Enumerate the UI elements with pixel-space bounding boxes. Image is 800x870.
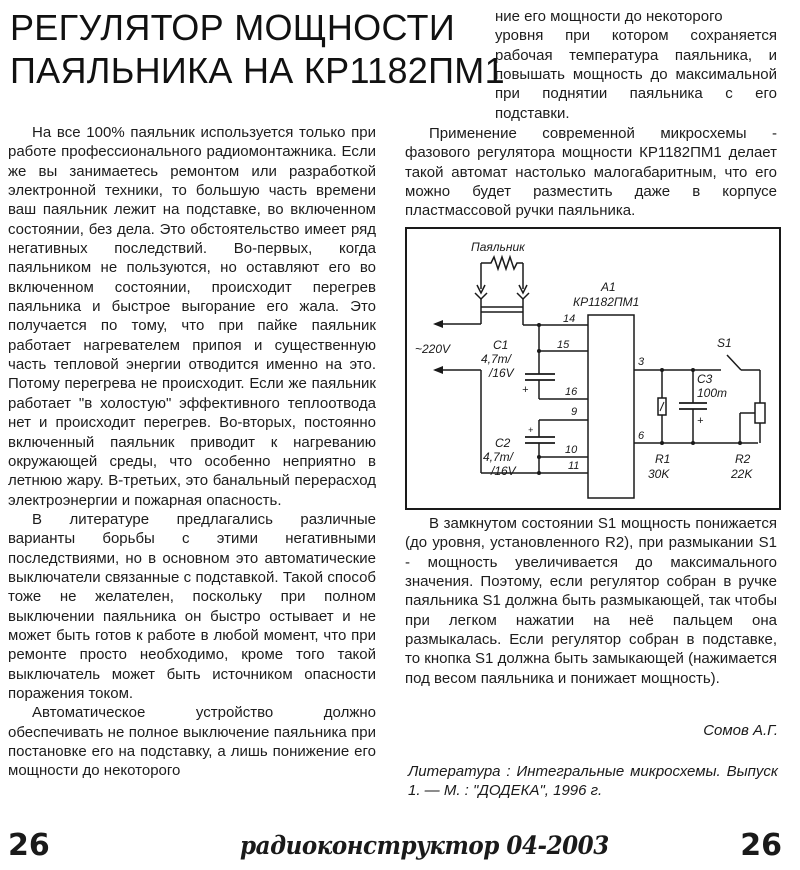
page-number-left: 26 xyxy=(8,828,50,863)
c1-value-2: /16V xyxy=(489,366,514,380)
ic-ref: A1 xyxy=(601,280,616,294)
paragraph-continuation: уровня при котором сохраняется рабочая температура паяльника, и повышать мощность до максимальной при поднятии паяльника с его подставки. xyxy=(495,27,777,122)
s1-ref: S1 xyxy=(717,336,732,350)
paragraph-continuation-prefix: ние его мощности до некоторого xyxy=(495,8,723,25)
article-title xyxy=(10,6,505,92)
potentiometer-r2 xyxy=(755,403,765,423)
pin-10-label: 10 xyxy=(565,444,578,456)
circuit-schematic xyxy=(405,227,781,510)
literature-reference: Литература : Интегральные микросхемы. Выпуск 1. — М. : "ДОДЕКА", 1996 г. xyxy=(408,763,778,799)
paragraph-literature-variants: В литературе предлагались различные варианты борьбы с этими негативными последствиями, но в основном это автоматические выключатели связанные с подставкой. Такой способ тоже не желателен, поскольку при полном выключении паяльника он быстро остывает и не может быть готов к работе в любой момент, что при ремонте просто необходимо, кроме того такой выключатель может быть источником опасности поражения током. xyxy=(8,510,376,702)
switch-s1 xyxy=(727,355,741,370)
paragraph-application: Применение современной микросхемы - фазового регулятора мощности КР1182ПМ1 делает такой автомат настолько малогабаритным, что его можно будет разместить даже в корпусе пластмассовой ручки паяльника. xyxy=(405,125,777,220)
junction xyxy=(537,455,541,459)
pin-14-label: 14 xyxy=(563,313,576,325)
mains-arrow-bottom xyxy=(433,366,443,374)
c1-ref: C1 xyxy=(493,338,509,352)
mains-arrow-top xyxy=(433,320,443,328)
pin-6-label: 6 xyxy=(638,430,645,442)
c2-ref: C2 xyxy=(495,436,511,450)
page-number-right: 26 xyxy=(740,828,782,863)
pin-9-label: 9 xyxy=(571,406,578,418)
heater-resistor xyxy=(481,257,523,269)
mains-label: ~220V xyxy=(415,342,451,356)
r1-ref: R1 xyxy=(655,452,671,466)
c1-value-1: 4,7m/ xyxy=(481,352,512,366)
r2-ref: R2 xyxy=(735,452,751,466)
ic-part: КР1182ПМ1 xyxy=(573,295,640,309)
pin-3-label: 3 xyxy=(638,356,645,368)
r1-value: 30K xyxy=(648,467,670,481)
left-column xyxy=(8,123,376,780)
c1-plus: + xyxy=(522,384,529,396)
author: Сомов А.Г. xyxy=(703,722,778,739)
right-column-bottom xyxy=(405,514,777,688)
title-line-1: РЕГУЛЯТОР МОЩНОСТИ xyxy=(10,7,456,48)
junction xyxy=(537,349,541,353)
c3-value: 100m xyxy=(697,386,728,400)
pin-16-label: 16 xyxy=(565,386,578,398)
magazine-name: радиоконструктор 04-2003 xyxy=(240,831,609,860)
junction xyxy=(537,471,541,475)
paragraph-intro: На все 100% паяльник используется только при работе профессионального радиомонтажника. Если же вы занимаетесь ремонтом или разработкой электронной техники, то большую часть времени ваш паяльник лежит на подставке, во включенном состоянии, без дела. Это обстоятельство имеет ряд негативных последствий. Во-первых, когда паяльником не пользуются, но оставляют его во включенном состоянии, происходит перегрев паяльника и быстрое выгорание его жала. Это получается по тому, что при пайке паяльник работает нагревателем припоя и существенную часть тепловой энергии отводится именно на это. Потому перегрева не происходит. Если же паяльник работает "в холостую" эффективного теплоотвода нет и происходит перегрев. Во-вторых, постоянно включенный паяльник приводит к нагреванию окружающей среды, что особенно неприятно в летнюю жару. В-третьих, это банальный перерасход электроэнергии и пожарная опасность. xyxy=(8,124,376,509)
pin-15-label: 15 xyxy=(557,339,570,351)
ic-a1 xyxy=(588,315,634,498)
c3-ref: C3 xyxy=(697,372,713,386)
soldering-iron-label: Паяльник xyxy=(471,240,525,254)
paragraph-automatic-device: Автоматическое устройство должно обеспечивать не полное выключение паяльника при постановке его на подставку, а лишь понижение его мощности до некоторого xyxy=(8,704,376,780)
c2-value-1: 4,7m/ xyxy=(483,450,514,464)
title-line-2: ПАЯЛЬНИКА НА КР1182ПМ1 xyxy=(10,50,505,91)
paragraph-switch-description: В замкнутом состоянии S1 мощность понижается (до уровня, установленного R2), при размыкании S1 - мощность увеличивается до максимального значения. Поэтому, если регулятор собран в ручке паяльника S1 должна быть размыкающей, так чтобы при легком нажатии на неё пальцем она размыкалась. Если регулятор собран в подставке, то кнопка S1 должна быть замыкающей (нажимается под весом паяльника и понижает мощность). xyxy=(405,515,777,687)
junction xyxy=(738,441,742,445)
c2-plus: + xyxy=(528,425,534,435)
c2-value-2: /16V xyxy=(491,464,516,478)
r2-value: 22K xyxy=(731,467,753,481)
right-column-top xyxy=(495,7,777,123)
c3-plus: + xyxy=(697,415,704,427)
pin-11-label: 11 xyxy=(568,460,580,472)
right-column-application xyxy=(405,124,777,221)
